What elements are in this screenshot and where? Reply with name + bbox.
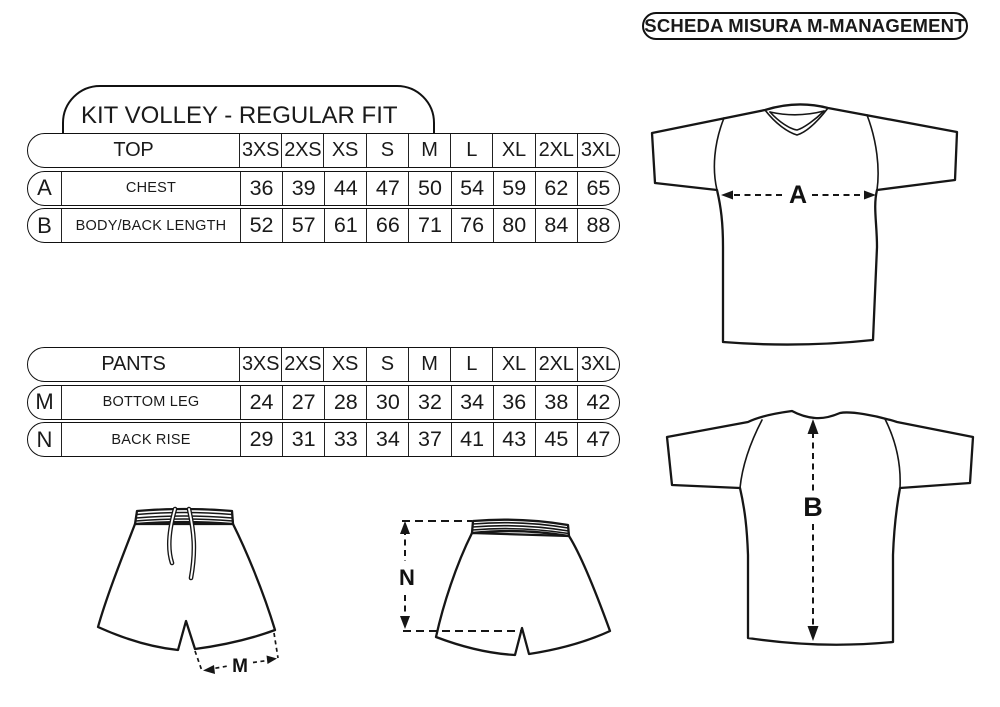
size-header: S bbox=[366, 134, 408, 167]
table-row bbox=[27, 171, 620, 206]
table-row bbox=[27, 208, 620, 243]
pants-size-table bbox=[27, 347, 620, 460]
value-cell: 28 bbox=[324, 386, 366, 419]
shorts-front-outline bbox=[98, 524, 275, 650]
table-header-row bbox=[27, 347, 620, 382]
size-header: S bbox=[366, 348, 408, 381]
table-title: PANTS bbox=[101, 353, 166, 375]
value-cell: 43 bbox=[493, 423, 535, 456]
size-header: M bbox=[408, 348, 450, 381]
size-header: L bbox=[450, 348, 492, 381]
measure-b-label: B bbox=[803, 492, 823, 522]
value-cell: 62 bbox=[535, 172, 577, 205]
size-header: 2XL bbox=[535, 348, 577, 381]
row-label: CHEST bbox=[61, 172, 240, 205]
sheet-title-box bbox=[642, 12, 968, 40]
row-label: BACK RISE bbox=[61, 423, 240, 456]
value-cell: 41 bbox=[451, 423, 493, 456]
table-header-row bbox=[27, 133, 620, 168]
size-header: XL bbox=[492, 134, 534, 167]
value-cell: 33 bbox=[324, 423, 366, 456]
row-label: BODY/BACK LENGTH bbox=[61, 209, 240, 242]
value-cell: 52 bbox=[240, 209, 282, 242]
value-cell: 45 bbox=[535, 423, 577, 456]
measure-m-label: M bbox=[232, 656, 248, 677]
value-cell: 76 bbox=[451, 209, 493, 242]
measure-n-arrowhead-bottom bbox=[400, 616, 410, 629]
value-cell: 50 bbox=[408, 172, 450, 205]
value-cell: 44 bbox=[324, 172, 366, 205]
value-cell: 61 bbox=[324, 209, 366, 242]
table-row bbox=[27, 385, 620, 420]
value-cell: 34 bbox=[366, 423, 408, 456]
measure-n-label: N bbox=[399, 565, 415, 590]
measure-m-arrowhead-right bbox=[267, 656, 278, 665]
value-cell: 47 bbox=[366, 172, 408, 205]
value-cell: 65 bbox=[577, 172, 619, 205]
measure-m-leader-right bbox=[274, 633, 278, 658]
shorts-back-diagram bbox=[380, 495, 630, 680]
size-header: L bbox=[450, 134, 492, 167]
value-cell: 71 bbox=[408, 209, 450, 242]
row-key: M bbox=[35, 389, 54, 415]
shirt-front-diagram bbox=[640, 95, 970, 355]
value-cell: 59 bbox=[493, 172, 535, 205]
kit-label: KIT VOLLEY - REGULAR FIT bbox=[81, 102, 398, 129]
size-header: 3XS bbox=[239, 134, 281, 167]
size-header: XL bbox=[492, 348, 534, 381]
shirt-back-outline bbox=[667, 411, 973, 645]
size-header: 3XS bbox=[239, 348, 281, 381]
value-cell: 36 bbox=[240, 172, 282, 205]
size-header: XS bbox=[323, 134, 365, 167]
value-cell: 39 bbox=[282, 172, 324, 205]
size-header: 3XL bbox=[577, 134, 619, 167]
sheet-title: SCHEDA MISURA M-MANAGEMENT bbox=[644, 15, 966, 36]
size-header: 3XL bbox=[577, 348, 619, 381]
size-header: 2XS bbox=[281, 348, 323, 381]
shorts-front-diagram bbox=[85, 500, 305, 700]
table-row bbox=[27, 422, 620, 457]
value-cell: 37 bbox=[408, 423, 450, 456]
value-cell: 47 bbox=[577, 423, 619, 456]
row-key: A bbox=[37, 175, 52, 201]
top-size-table bbox=[27, 133, 620, 246]
value-cell: 24 bbox=[240, 386, 282, 419]
measure-a-label: A bbox=[788, 181, 808, 209]
value-cell: 42 bbox=[577, 386, 619, 419]
value-cell: 38 bbox=[535, 386, 577, 419]
value-cell: 80 bbox=[493, 209, 535, 242]
value-cell: 84 bbox=[535, 209, 577, 242]
measure-m-leader-left bbox=[195, 651, 202, 671]
size-header: 2XS bbox=[281, 134, 323, 167]
value-cell: 31 bbox=[282, 423, 324, 456]
size-header: 2XL bbox=[535, 134, 577, 167]
row-key: B bbox=[37, 212, 52, 238]
row-key: N bbox=[36, 426, 53, 452]
table-title: TOP bbox=[113, 139, 154, 161]
measure-n-arrowhead-top bbox=[400, 521, 410, 534]
value-cell: 36 bbox=[493, 386, 535, 419]
shirt-front-outline bbox=[652, 104, 957, 344]
value-cell: 66 bbox=[366, 209, 408, 242]
value-cell: 29 bbox=[240, 423, 282, 456]
shirt-back-diagram bbox=[645, 400, 990, 655]
measure-m-arrowhead-left bbox=[203, 665, 215, 674]
shorts-back-outline bbox=[436, 533, 610, 655]
value-cell: 34 bbox=[451, 386, 493, 419]
value-cell: 30 bbox=[366, 386, 408, 419]
value-cell: 54 bbox=[451, 172, 493, 205]
size-header: XS bbox=[323, 348, 365, 381]
value-cell: 27 bbox=[282, 386, 324, 419]
size-header: M bbox=[408, 134, 450, 167]
row-label: BOTTOM LEG bbox=[61, 386, 240, 419]
value-cell: 88 bbox=[577, 209, 619, 242]
value-cell: 57 bbox=[282, 209, 324, 242]
value-cell: 32 bbox=[408, 386, 450, 419]
